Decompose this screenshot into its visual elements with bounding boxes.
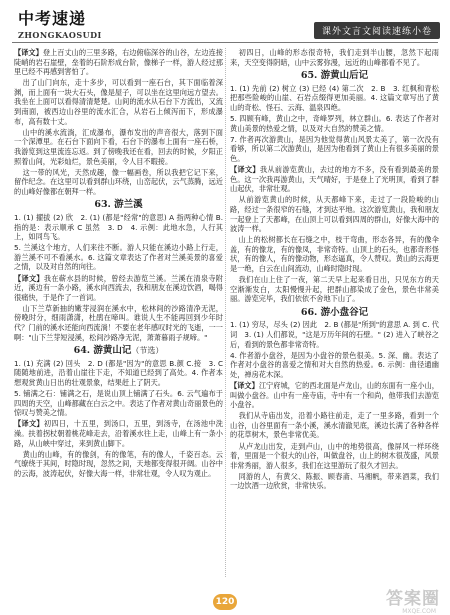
paragraph-text: 我们在山上住了一夜，第二天早上起来看日出，只见东方的天空渐渐发白，太阳慢慢升起，把群山都染成了金色，景色非常美丽。游览完毕，我们依依不舍地下山了。 [230, 275, 439, 304]
paragraph [14, 389, 223, 418]
paragraph [14, 243, 223, 272]
paragraph [230, 472, 439, 491]
paragraph-text: 初四日，十五里，到汤口，五里，到汤寺，在汤池中洗澡。扶着拐杖朝着桃花峰走去，沿着溪水往上走，山峰上有一条小路，从山峡中穿过，来到黄山脚下。 [14, 419, 223, 448]
paragraph-text: 7. 作者再次游黄山，是因为他觉得黄山风景太美了，第一次没有看够，所以第二次游黄山，是因为他看到了黄山上有很多美丽的景色。 [230, 134, 439, 163]
book-title-tab: 课外文言文阅读速练小卷 [314, 22, 440, 39]
paragraph-text: 从卢龙山出发，走到卢山，山中的地势很高，像屏风一样环绕着，里面是一个很大的山谷，叫做盘谷，山上的树木很茂盛，风景非常秀丽，游人很多，我们在这里游玩了很久才回去。 [230, 441, 439, 470]
paragraph-text: 我在蕲水县的时候，曾经去游览兰溪。兰溪在清泉寺附近，溪边有一条小路，溪水向西流去，我和朋友在溪边饮酒，喝得很痛快，于是作了一首词。 [14, 273, 223, 302]
section-title [230, 71, 439, 81]
paragraph [14, 419, 223, 448]
section-title-text: 65. 游黄山后记 [300, 70, 369, 82]
paragraph [230, 275, 439, 304]
paragraph [14, 168, 223, 197]
paragraph [14, 213, 223, 242]
paragraph [230, 48, 439, 67]
header-rule [12, 42, 438, 43]
paragraph-text: 1. (1) 充满 (2) 回头 2. D (都是"因为"的意思 B.颜 C.接 3. C 随随地前进，沿着山崖往下走，不知道已经到了高处。4. 作者本想观赏黄山日出的壮观景象，结果赶上了阴天。 [14, 358, 223, 387]
column-divider [225, 48, 226, 577]
paragraph [230, 114, 439, 133]
paragraph-text: 4. 作者游小盘谷，是因为小盘谷的景色很美。5. 深、幽。表达了作者对小盘谷的喜爱之情和对大自然的热爱。6. 示例：曲径通幽处，禅房花木深。 [230, 350, 439, 379]
paragraph [230, 235, 439, 273]
section-title-text: 63. 游兰溪 [94, 199, 143, 211]
left-text-column [14, 48, 223, 480]
paragraph-text: 我从前游览黄山，去过的地方不多，没有看到最美的景色。这一次我再游黄山，天气晴好，于是登上了光明顶，看到了群山起伏，非常壮观。 [230, 165, 439, 194]
logo-chinese: 中考速递 [18, 9, 87, 28]
paragraph [230, 195, 439, 233]
paragraph-text: 山上的松树都长在石缝之中，枝干弯曲，形态各异，有的像伞盖，有的像龙，有的像凤，非常奇特。山顶上的石头，也都奇形怪状，有的像人，有的像动物，形态逼真，令人赞叹。黄山的云海更是一绝，白云在山间流动，山峰时隐时现。 [230, 235, 439, 273]
section-title [14, 346, 223, 356]
section-title-note: （节选） [131, 346, 164, 356]
paragraph-text: 山下兰草新抽的嫩芽浸润在溪水中，松林间的沙路清净无泥，傍晚时分，细雨潇潇，杜鹃在啼叫。谁说人生不能再回到少年时代？门前的溪水还能向西流淌！不要在老年感叹时光的飞逝，一一啊："山下兰芽短浸溪，松间沙路净无泥，萧萧暮雨子规啼。" [14, 303, 223, 342]
paragraph-text: 我们从寺庙出发，沿着小路往前走，走了一里多路，看到一个山谷，山谷里面有一条小溪，溪水清澈见底，溪边长满了各种各样的花草树木，景色非常优美。 [230, 411, 439, 440]
paragraph-text: 5. 四顾有峰，黄山之中，奇峰罗列，林立群山。6. 表达了作者对黄山美景的热爱之情，以及对大自然的赞美之情。 [230, 114, 439, 133]
translation-tag: 【译文】 [14, 273, 44, 283]
paragraph-text: 出了山门向东，走十多步，可以看到一座石台，其下面临着深渊，而上面有一块大石头，像是屋子，可以坐在这里向远方望去。我坐在上面可以看得清清楚楚。山间的流水从石台下方流出，又流到南面，被西边山谷里的流水汇合，从岩石上倾泻而下，形成瀑布，高有数十丈。 [14, 78, 223, 126]
paragraph [230, 320, 439, 349]
paragraph-text: 5. 铺满之石：铺满之石，是说山顶上铺满了石头。6. 云气遍布于四周的天空，山峰都藏在白云之中。表达了作者对黄山奇丽景色的惊叹与赞美之情。 [14, 389, 223, 418]
section-title [230, 308, 439, 318]
translation-tag: 【译文】 [14, 419, 44, 429]
paragraph-text: 黄山的山峰，有的像剑，有的像笔，有的像人，千姿百态。云气缭绕于其间，时隐时现，忽然之间，天地都变得很开阔。山谷中的云海，波涛起伏，好像大海一样，非常壮观，令人叹为观止。 [14, 449, 223, 478]
paragraph [230, 84, 439, 113]
translation-tag: 【译文】 [14, 48, 43, 57]
page-number: 120 [213, 594, 237, 610]
right-text-column [230, 48, 439, 493]
paragraph-text: 5. 兰溪这个地方，人们来往不断。游人只能在溪边小路上行走，游兰溪不可不看溪水。6. 这篇文章表达了作者对兰溪美景的喜爱之情，以及对自然的向往。 [14, 243, 223, 272]
paragraph [14, 128, 223, 166]
paragraph [230, 165, 439, 194]
series-logo [18, 6, 102, 40]
paragraph-text: 山中的溪水流淌，汇成瀑布，瀑布发出的声音很大，落到下面一个深潭里。在石台下面向下看，石台下的瀑布上面有一座石桥，我游览到这里流连忘返。到了傍晚我还在看，回去的时候，夕阳正照着山间，光彩灿烂，景色美丽，令人目不暇接。 [14, 127, 223, 166]
paragraph [14, 304, 223, 342]
paragraph [230, 351, 439, 380]
paragraph-text: 从前游览黄山的时候，从天都峰下来，走过了一段险峻的山路，经过一条很窄的石缝，才到达平地。这次游览黄山，我和朋友一起登上了天都峰，在山顶上可以看到四周的群山，好像大海中的波涛一样。 [230, 195, 439, 234]
paragraph-text: 1. (1) 穷尽，尽头 (2) 因此 2. B (都是"所到"的意思 A. 到 C. 代词 3. (1) 人们都说，"这是万历年间的石壁。" (2) 进入了峡谷之后，看到的景色都非常奇特。 [230, 320, 439, 349]
paragraph [14, 48, 223, 77]
section-title-text: 64. 游黄山记 [73, 345, 132, 357]
watermark-url: MXQE.COM [402, 608, 436, 615]
paragraph-text: 江宁府城，它的西北面是卢龙山，山的东面有一座小山，叫做小盘谷。山中有一座寺庙，寺中有一个和尚，他带我们去游览小盘谷。 [230, 381, 439, 410]
paragraph [230, 442, 439, 471]
paragraph-text: 登上百丈山的三里多路，右边俯临深谷的山谷，左边连接陡峭的岩石崖壁，垒着的石阶形成台阶，像梯子一样，游人经过那里已经不再感到害怕了。 [14, 48, 223, 77]
paragraph-text: 初四日，山峰的形态很奇特，我们走到半山腰，忽然下起雨来，天空变得阴暗，山中云雾弥漫，远近的山峰都看不见了。 [230, 48, 439, 67]
translation-tag: 【译文】 [230, 165, 260, 175]
section-title [14, 200, 223, 210]
paragraph [14, 359, 223, 388]
paragraph [230, 135, 439, 164]
logo-pinyin: ZHONGKAOSUDI [18, 30, 102, 40]
paragraph [14, 274, 223, 303]
paragraph [230, 411, 439, 440]
section-title-text: 66. 游小盘谷记 [300, 306, 369, 318]
paragraph-text: 1. (1) 擢拔 (2) 欣 2. (1) (都是"经常"的意思) A 指两种心情 B. 指的是：表示顺承 C 虽然 3. D 4. 示例：此地水急，人行其上，如同鸟飞。 [14, 213, 223, 242]
paragraph-text: 同游的人，有黄父、陈振、顾春斋、马湘帆，带来酒菜，我们一边饮酒一边欣赏，非常快乐。 [230, 471, 439, 491]
paragraph [14, 78, 223, 126]
watermark-logo: 答案圈 [386, 589, 440, 609]
paragraph [14, 450, 223, 479]
paragraph-text: 这一带的风光，天然成趣，像一幅画卷，所以我把它记下来，留作纪念。在这里可以看到群山环绕，山峦起伏，云气蒸腾，远近的山峰好像都在朝拜一样。 [14, 167, 223, 196]
paragraph-text: 1. (1) 先前 (2) 树立 (3) 已经 (4) 第二次 2. B 3. 红枫和青松把那些险峻的山崖、石岩点缀得更加美丽。4. 这篇文章写出了黄山的奇松、怪石、云海、温泉四绝。 [230, 83, 439, 112]
page-header [0, 0, 450, 44]
translation-tag: 【译文】 [230, 381, 259, 390]
paragraph [230, 381, 439, 410]
